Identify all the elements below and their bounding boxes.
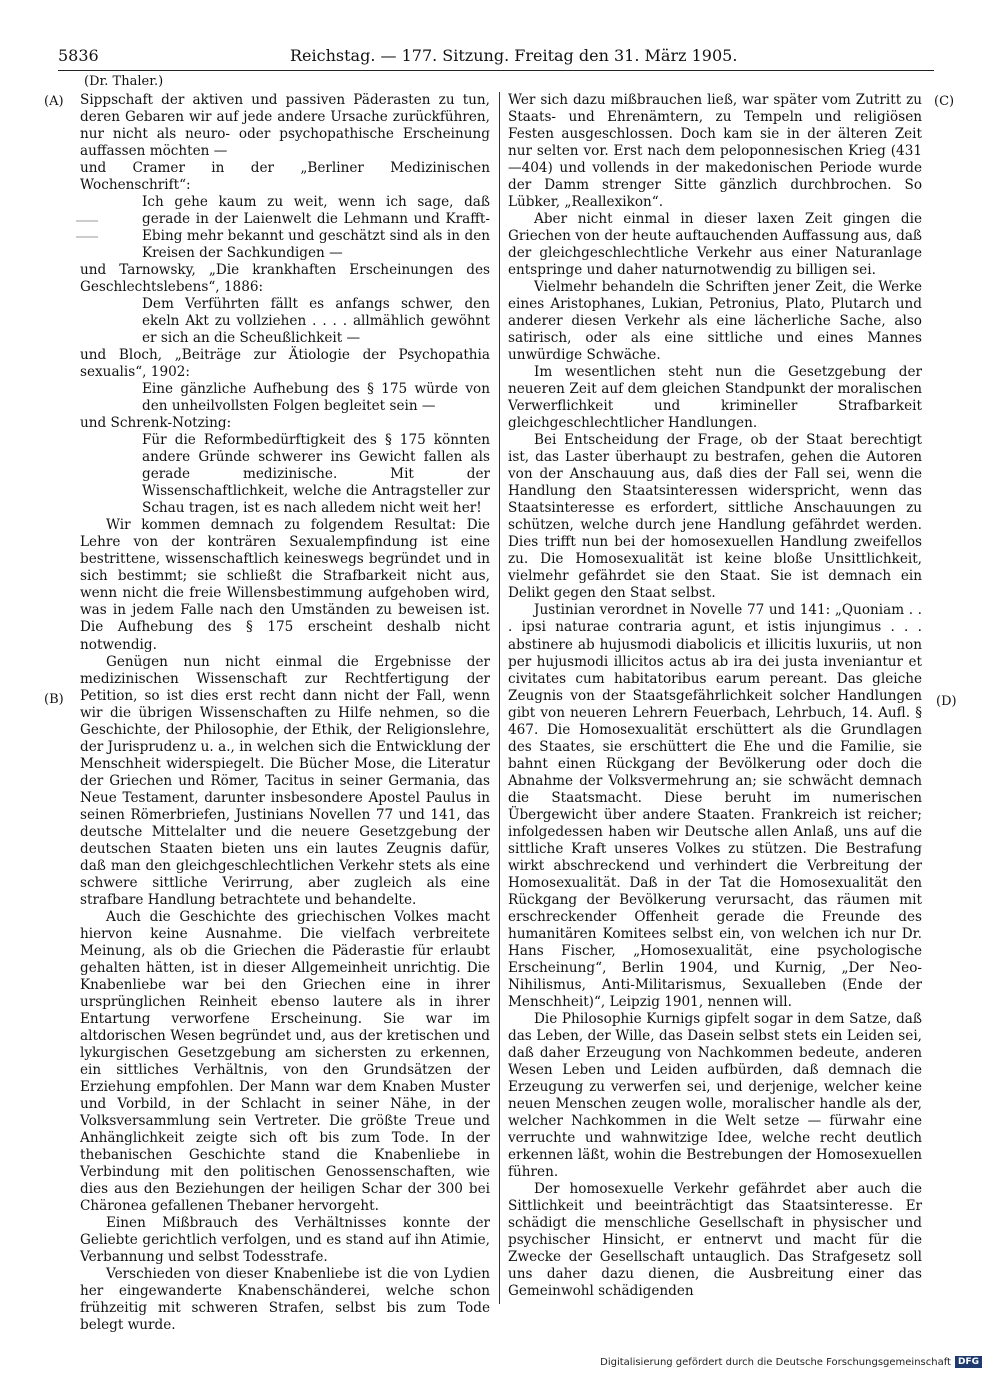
column-divider xyxy=(499,92,500,1304)
paragraph: Die Philosophie Kurnigs gipfelt sogar in dem Satze, daß das Leben, der Wille, das Dasein selbst stets ein Leiden sei, daß daher Erzeugung von Nachkommen bedeute, anderen Wesen Leben und Leiden aufbürden, daß demnach die Erzeugung zu verwerfen sei, und derjenige, welcher keine neuen Menschen zeugen wolle, moralischer handle als der, welcher Nachkommen in die Welt setze — fürwahr eine verruchte und wahnwitzige Idee, welche recht deutlich erkennen läßt, wohin die Bestrebungen der Homosexuellen führen. xyxy=(508,1010,922,1180)
paragraph: Vielmehr behandeln die Schriften jener Zeit, die Werke eines Aristophanes, Lukian, Petronius, Plato, Plutarch und anderer diesen Verkehr als eine lächerliche Sache, also satirisch, oder als eine sittliche und eines Mannes unwürdige Schwäche. xyxy=(508,279,922,364)
digitization-credit xyxy=(600,1356,982,1368)
block-quote: Dem Verführten fällt es anfangs schwer, den ekeln Akt zu vollziehen . . . . allmählich gewöhnt er sich an die Scheußlichkeit — xyxy=(142,296,490,347)
paragraph: Wir kommen demnach zu folgendem Resultat: Die Lehre von der konträren Sexualempfindung ist eine bestrittene, wissenschaftlich keineswegs begründet und in sich bestimmt; sie schließt die Strafbarkeit nicht aus, wenn nicht die freie Willensbestimmung aufgehoben wird, was in jedem Falle nach den Umständen zu beweisen ist. Die Aufhebung des § 175 erscheint deshalb nicht notwendig. xyxy=(80,517,490,653)
paragraph: und Cramer in der „Berliner Medizinischen Wochenschrift“: xyxy=(80,160,490,194)
block-quote: Eine gänzliche Aufhebung des § 175 würde von den unheilvollsten Folgen begleitet sein — xyxy=(142,381,490,415)
paragraph: Auch die Geschichte des griechischen Volkes macht hiervon keine Ausnahme. Die vielfach verbreitete Meinung, als ob die Griechen die Päderastie für erlaubt gehalten hätten, ist in dieser Allgemeinheit unrichtig. Die Knabenliebe war bei den Griechen eine in ihrer ursprünglichen Reinheit ebenso lautere als in ihrer Entartung verworfene Erscheinung. Sie war im altdorischen Wesen begründet und, aus der kretischen und lykurgischen Gesetzgebung am sichersten zu erkennen, ein sittliches Verhältnis, von den Grundsätzen der Erziehung empfohlen. Der Mann war dem Knaben Muster und Vorbild, in der Schlacht in seiner Nähe, in der Volksversammlung sein Vertreter. Die größte Treue und Anhänglichkeit zeigte sich oft bis zum Tode. In der thebanischen Geschichte stand die Knabenliebe in Verbindung mit den politischen Genossenschaften, wie dies aus den Beziehungen der heiligen Schar der 300 bei Chäronea gefallenen Thebaner hervorgeht. xyxy=(80,908,490,1215)
margin-marker-b: (B) xyxy=(44,692,64,707)
paragraph: Verschieden von dieser Knabenliebe ist die von Lydien her eingewanderte Knabenschänderei, welche schon frühzeitig mit schweren Strafen, selbst bis zum Tode belegt wurde. xyxy=(80,1266,490,1334)
paragraph: Einen Mißbrauch des Verhältnisses konnte der Geliebte gerichtlich verfolgen, und es stand auf ihn Atimie, Verbannung und selbst Todesstrafe. xyxy=(80,1215,490,1266)
left-column xyxy=(80,92,490,1334)
block-quote: Für die Reformbedürftigkeit des § 175 könnten andere Gründe schwerer ins Gewicht fallen als gerade medizinische. Mit der Wissenschaftlichkeit, welche die Antragsteller zur Schau tragen, ist es nach alledem nicht weit her! xyxy=(142,432,490,517)
paragraph: Aber nicht einmal in dieser laxen Zeit gingen die Griechen von der heute auftauchenden Auffassung aus, daß der gleichgeschlechtliche Verkehr aus einer Naturanlage entspringe und daher naturnotwendig zu billigen sei. xyxy=(508,211,922,279)
margin-marker-a: (A) xyxy=(44,94,64,109)
paragraph: Genügen nun nicht einmal die Ergebnisse der medizinischen Wissenschaft zur Rechtfertigung der Petition, so ist dies erst recht dann nicht der Fall, wenn wir die übrigen Wissenschaften zu Hilfe nehmen, so die Geschichte, der Philosophie, der Ethik, der Religionslehre, der Jurisprudenz u. a., in welchen sich die Entwicklung der Menschheit widerspiegelt. Die Bücher Mose, die Literatur der Griechen und Römer, Tacitus in seiner Germania, das Neue Testament, darunter insbesondere Apostel Paulus in seinen Römerbriefen, Justinians Novellen 77 und 141, das deutsche Mittelalter und die neuere Gesetzgebung der deutschen Staaten bieten uns ein lautes Zeugnis dafür, daß man den gleichgeschlechtlichen Verkehr stets als eine schwere sittliche Verirrung, aber zugleich als eine strafbare Handlung betrachtete und behandelte. xyxy=(80,653,490,908)
page-number: 5836 xyxy=(58,46,99,65)
paragraph: Sippschaft der aktiven und passiven Päderasten zu tun, deren Gebaren wir auf jede andere Ursache zurückführen, nur nicht als neuro- oder psychopathische Erscheinung auffassen möchten — xyxy=(80,92,490,160)
margin-marker-d: (D) xyxy=(936,694,957,709)
running-title: Reichstag. — 177. Sitzung. Freitag den 31. März 1905. xyxy=(290,46,738,65)
paragraph: Der homosexuelle Verkehr gefährdet aber auch die Sittlichkeit und beeinträchtigt das Staatsinteresse. Er schädigt die menschliche Gesellschaft in physischer und psychischer Hinsicht, er entnervt und macht für die Zwecke der Gesellschaft untauglich. Das Strafgesetz soll uns daher dazu dienen, die Ausbreitung einer das Gemeinwohl schädigenden xyxy=(508,1181,922,1300)
paragraph: Bei Entscheidung der Frage, ob der Staat berechtigt ist, das Laster überhaupt zu bestrafen, gehen die Autoren von der Anschauung aus, daß dies der Fall sei, wenn die Handlung den Staatsinteressen widerspricht, wenn das Staatsinteresse es erfordert, sittliche Anschauungen zu schützen, welche durch jene Handlung gefährdet werden. Dies trifft nun bei der homosexuellen Handlung zweifellos zu. Die Homosexualität ist keine bloße Unsittlichkeit, vielmehr gefährdet sie den Staat. Sie ist demnach ein Delikt gegen den Staat selbst. xyxy=(508,432,922,602)
speaker-label: (Dr. Thaler.) xyxy=(84,74,164,89)
margin-marker-c: (C) xyxy=(934,94,955,109)
paragraph: Im wesentlichen steht nun die Gesetzgebung der neueren Zeit auf dem gleichen Standpunkt der moralischen Verwerflichkeit und krimineller Strafbarkeit gleichgeschlechtlicher Handlungen. xyxy=(508,364,922,432)
right-column xyxy=(508,92,922,1300)
header-rule xyxy=(58,70,934,71)
dfg-logo: DFG xyxy=(955,1356,982,1368)
paragraph: und Schrenk-Notzing: xyxy=(80,415,232,432)
running-header xyxy=(58,44,938,70)
paragraph: Justinian verordnet in Novelle 77 und 141: „Quoniam . . . ipsi naturae contraria agunt, et istis injungimus . . . abstinere ab hujusmodi diabolicis et illicitis luxuriis, ut non per hujusmodi illicitos actus ab ira dei justa inveniantur et civitates cum habitatoribus earum pereant. Das gleiche Zeugnis von der Staatsgefährlichkeit solcher Handlungen gibt von neueren Lehrern Feuerbach, Lehrbuch, 14. Aufl. § 467. Die Homosexualität erschüttert als die Grundlagen des Staates, sie erschüttert die Ehe und die Familie, sie bahnt einen Rückgang der Bevölkerung oder doch die Abnahme der Volksvermehrung an; sie schwächt demnach die Staatsmacht. Diese beruht im numerischen Übergewicht über andere Staaten. Frankreich ist reicher; infolgedessen haben wir Deutsche allen Anlaß, uns auf die sittliche Kraft unseres Volkes zu stützen. Die Bestrafung wirkt abschreckend und verhindert die Verbreitung der Homosexualität. Daß in der Tat die Homosexualität den Rückgang der Bevölkerung verursacht, das räumen mit erschreckender Offenheit gerade die Freunde des humanitären Komitees selbst ein, von welchen ich nur Dr. Hans Fischer, „Homosexualität, eine psychologische Erscheinung“, Berlin 1904, und Kurnig, „Der Neo-Nihilismus, Anti-Militarismus, Sexualleben (Ende der Menschheit)“, Leipzig 1901, nennen will. xyxy=(508,602,922,1010)
paragraph: und Tarnowsky, „Die krankhaften Erscheinungen des Geschlechtslebens“, 1886: xyxy=(80,262,490,296)
block-quote: Ich gehe kaum zu weit, wenn ich sage, daß gerade in der Laienwelt die Lehmann und Krafft-Ebing mehr bekannt und geschätzt sind als in den Kreisen der Sachkundigen — xyxy=(142,194,490,262)
credit-text: Digitalisierung gefördert durch die Deutsche Forschungsgemeinschaft xyxy=(600,1356,951,1368)
paragraph: Wer sich dazu mißbrauchen ließ, war später vom Zutritt zu Staats- und Ehrenämtern, zu Tempeln und religiösen Festen ausgeschlossen. Doch kam sie in der älteren Zeit nur selten vor. Erst nach dem peloponnesischen Krieg (431—404) und vollends in der makedonischen Periode wurde der Damm strenger Sitte gänzlich durchbrochen. So Lübker, „Reallexikon“. xyxy=(508,92,922,211)
paragraph: und Bloch, „Beiträge zur Ätiologie der Psychopathia sexualis“, 1902: xyxy=(80,347,490,381)
